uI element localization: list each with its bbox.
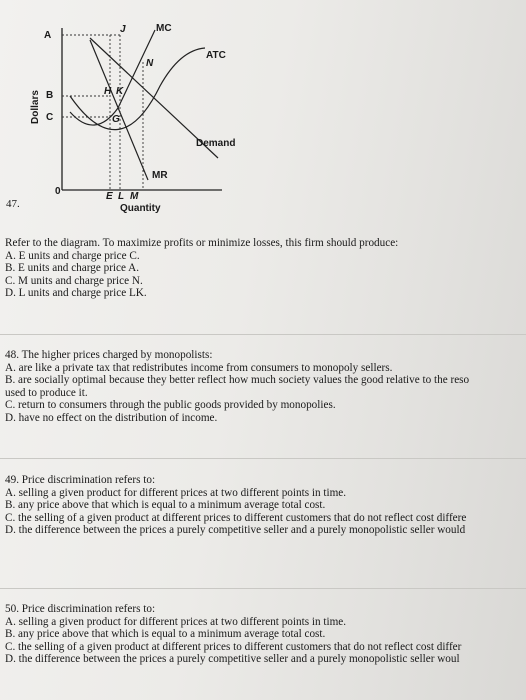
mr-curve (90, 40, 148, 180)
question-50 (5, 603, 526, 666)
question-47 (5, 237, 526, 300)
question-49-option-d: D. the difference between the prices a purely competitive seller and a purely monopolistic seller would (5, 524, 466, 537)
question-47-option-a: A. E units and charge price C. (5, 249, 140, 262)
question-47-option-d: D. L units and charge price LK. (5, 287, 147, 300)
point-e-label: E (106, 191, 113, 202)
point-g-label: G (112, 114, 120, 125)
question-48 (5, 349, 526, 425)
question-49-option-a: A. selling a given product for different prices at two different points in time. (5, 486, 347, 499)
point-k-label: K (116, 86, 124, 97)
point-c-label: C (46, 112, 54, 123)
question-49-option-b: B. any price above that which is equal to a minimum average total cost. (5, 499, 326, 512)
question-48-option-b-cont: used to produce it. (5, 386, 88, 399)
mc-curve (70, 30, 155, 125)
section-divider (0, 458, 526, 459)
question-49 (5, 474, 526, 537)
point-n-label: N (146, 58, 154, 69)
point-a-label: A (44, 30, 52, 41)
question-47-option-c: C. M units and charge price N. (5, 274, 143, 287)
origin-label: 0 (55, 186, 61, 197)
question-48-stem: 48. The higher prices charged by monopolists: (5, 349, 213, 361)
point-m-label: M (130, 191, 139, 202)
guide-lines (62, 35, 143, 190)
x-axis-title: Quantity (120, 203, 161, 214)
question-49-option-c: C. the selling of a given product at different prices to different customers that do not reflect cost differe (5, 511, 467, 524)
question-49-stem: 49. Price discrimination refers to: (5, 474, 156, 486)
question-50-option-a: A. selling a given product for different prices at two different points in time. (5, 615, 347, 628)
question-47-stem: Refer to the diagram. To maximize profits or minimize losses, this firm should produce: (5, 237, 399, 249)
question-50-option-b: B. any price above that which is equal to a minimum average total cost. (5, 628, 326, 641)
monopoly-diagram (0, 0, 526, 225)
mc-label: MC (156, 23, 172, 34)
point-l-label: L (118, 191, 125, 202)
section-divider (0, 588, 526, 589)
section-divider (0, 334, 526, 335)
question-48-option-c: C. return to consumers through the public goods provided by monopolies. (5, 399, 336, 412)
demand-label: Demand (196, 138, 236, 149)
y-axis-title: Dollars (30, 90, 41, 124)
point-b-label: B (46, 90, 54, 101)
question-47-number: 47. (6, 198, 20, 210)
question-50-option-c: C. the selling of a given product at different prices to different customers that do not reflect cost differ (5, 640, 462, 653)
question-50-option-d: D. the difference between the prices a purely competitive seller and a purely monopolistic seller woul (5, 653, 460, 666)
question-47-option-b: B. E units and charge price A. (5, 262, 140, 275)
point-h-label: H (104, 86, 112, 97)
question-48-option-b: B. are socially optimal because they better reflect how much society values the good relative to the reso (5, 374, 470, 387)
question-48-option-a: A. are like a private tax that redistributes income from consumers to monopoly sellers. (5, 361, 393, 374)
point-j-label: J (120, 24, 126, 35)
question-48-option-d: D. have no effect on the distribution of income. (5, 411, 218, 424)
atc-label: ATC (206, 50, 226, 61)
mr-label: MR (152, 170, 168, 181)
question-50-stem: 50. Price discrimination refers to: (5, 603, 156, 615)
